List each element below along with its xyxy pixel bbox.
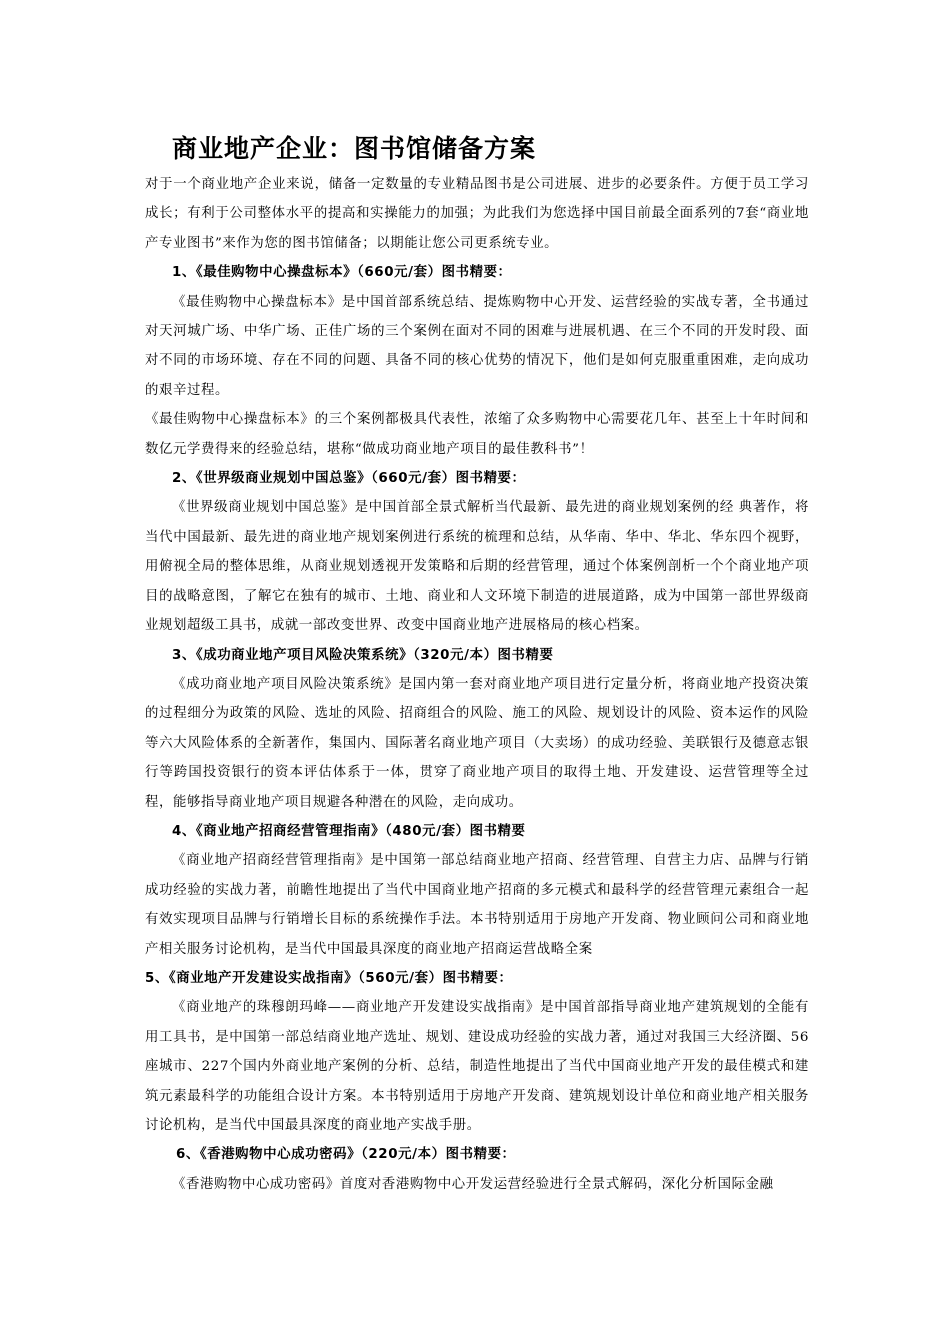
book-1-paragraph-2: 《最佳购物中心操盘标本》的三个案例都极具代表性，浓缩了众多购物中心需要花几年、甚至上十年时间和数亿元学费得来的经验总结，堪称“做成功商业地产项目的最佳教科书”！ — [145, 412, 809, 457]
book-1-paragraph-1: 《最佳购物中心操盘标本》是中国首部系统总结、提炼购物中心开发、运营经验的实战专著，全书通过对天河城广场、中华广场、正佳广场的三个案例在面对不同的困难与进展机遇、在三个不同的开发时段、面对不同的市场环境、存在不同的问题、具备不同的核心优势的情况下，他们是如何克服重重困难，走向成功的艰辛过程。 — [145, 294, 809, 398]
book-4-heading: 4、《商业地产招商经营管理指南》（480元/套）图书精要 — [172, 823, 526, 839]
book-3-heading: 3、《成功商业地产项目风险决策系统》（320元/本）图书精要 — [172, 647, 554, 663]
book-6-paragraph-1: 《香港购物中心成功密码》首度对香港购物中心开发运营经验进行全景式解码，深化分析国际金融 — [172, 1176, 774, 1192]
intro-paragraph: 对于一个商业地产企业来说，储备一定数量的专业精品图书是公司进展、进步的必要条件。方便于员工学习成长；有利于公司整体水平的提高和实操能力的加强；为此我们为您选择中国目前最全面系列的7套“商业地产专业图书”来作为您的图书馆储备；以期能让您公司更系统专业。 — [145, 177, 809, 251]
document-body — [145, 128, 809, 1199]
book-5-heading: 5、《商业地产开发建设实战指南》（560元/套）图书精要： — [145, 970, 513, 986]
book-1-heading: 1、《最佳购物中心操盘标本》（660元/套）图书精要： — [172, 265, 512, 281]
book-3-paragraph-1: 《成功商业地产项目风险决策系统》是国内第一套对商业地产项目进行定量分析，将商业地产投资决策的过程细分为政策的风险、选址的风险、招商组合的风险、施工的风险、规划设计的风险、资本运作的风险等六大风险体系的全新著作，集国内、国际著名商业地产项目（大卖场）的成功经验、美联银行及德意志银行等跨国投资银行的资本评估体系于一体，贯穿了商业地产项目的取得土地、开发建设、运营管理等全过程，能够指导商业地产项目规避各种潜在的风险，走向成功。 — [145, 676, 809, 810]
book-5-paragraph-1: 《商业地产的珠穆朗玛峰——商业地产开发建设实战指南》是中国首部指导商业地产建筑规划的全能有用工具书，是中国第一部总结商业地产选址、规划、建设成功经验的实战力著，通过对我国三大经济圈、56座城市、227个国内外商业地产案例的分析、总结，制造性地提出了当代中国商业地产开发的最佳模式和建筑元素最科学的功能组合设计方案。本书特别适用于房地产开发商、建筑规划设计单位和商业地产相关服务讨论机构，是当代中国最具深度的商业地产实战手册。 — [145, 1000, 809, 1133]
page-title: 商业地产企业：图书馆储备方案 — [172, 134, 537, 163]
book-4-paragraph-1: 《商业地产招商经营管理指南》是中国第一部总结商业地产招商、经营管理、自营主力店、品牌与行销成功经验的实战力著，前瞻性地提出了当代中国商业地产招商的多元模式和最科学的经营管理元素组合一起有效实现项目品牌与行销增长目标的系统操作手法。本书特别适用于房地产开发商、物业顾问公司和商业地产相关服务讨论机构，是当代中国最具深度的商业地产招商运营战略全案 — [145, 853, 809, 957]
book-2-paragraph-1: 《世界级商业规划中国总鉴》是中国首部全景式解析当代最新、最先进的商业规划案例的经 典著作，将当代中国最新、最先进的商业地产规划案例进行系统的梳理和总结，从华南、华中、华北、华东四个视野，用俯视全局的整体思维，从商业规划透视开发策略和后期的经营管理，通过个体案例剖析一个个商业地产项目的战略意图，了解它在独有的城市、土地、商业和人文环境下制造的进展道路，成为中国第一部世界级商业规划超级工具书，成就一部改变世界、改变中国商业地产进展格局的核心档案。 — [145, 500, 809, 634]
book-2-heading: 2、《世界级商业规划中国总鉴》（660元/套）图书精要： — [172, 471, 526, 487]
book-6-heading: 6、《香港购物中心成功密码》（220元/本）图书精要： — [176, 1147, 516, 1163]
